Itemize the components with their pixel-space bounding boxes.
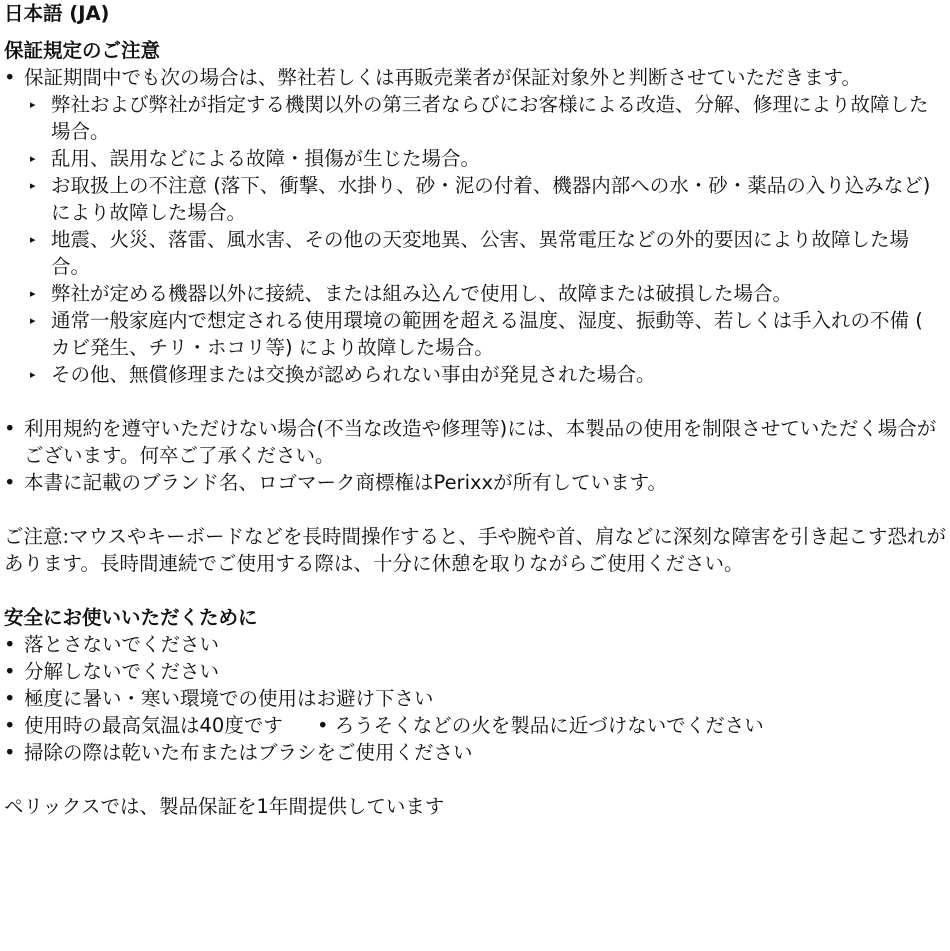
- warranty-intro-text: 保証期間中でも次の場合は、弊社若しくは再販売業者が保証対象外と判断させていただきます。: [24, 66, 861, 89]
- safety-heading: 安全にお使いいただくために: [4, 606, 258, 629]
- condition-item: [4, 91, 946, 145]
- bullet-icon: •: [4, 687, 16, 710]
- condition-text: 乱用、誤用などによる故障・損傷が生じた場合。: [51, 147, 481, 170]
- bullet-icon: •: [317, 714, 329, 737]
- warranty-period-footer: ペリックスでは、製品保証を1年間提供しています: [4, 795, 445, 818]
- safety-text: 分解しないでください: [24, 660, 220, 683]
- condition-item: [4, 145, 946, 172]
- bullet-icon: •: [4, 741, 16, 764]
- note-item: [4, 415, 946, 469]
- bullet-icon: •: [4, 66, 16, 89]
- triangle-bullet-icon: ▸: [30, 98, 36, 111]
- caution-paragraph: ご注意:マウスやキーボードなどを長時間操作すると、手や腕や首、肩などに深刻な障害を引き起こす恐れがあります。長時間連続でご使用する際は、十分に休憩を取りながらご使用ください。: [4, 525, 946, 575]
- triangle-bullet-icon: ▸: [30, 314, 36, 327]
- safety-text: 使用時の最高気温は40度です: [24, 714, 283, 737]
- triangle-bullet-icon: ▸: [30, 233, 36, 246]
- safety-item: [4, 712, 946, 739]
- condition-text: 弊社が定める機器以外に接続、または組み込んで使用し、故障または破損した場合。: [51, 282, 793, 305]
- note-item: [4, 469, 946, 496]
- bullet-icon: •: [4, 660, 16, 683]
- warranty-heading: 保証規定のご注意: [4, 39, 161, 62]
- warranty-conditions-list: [4, 91, 946, 388]
- condition-item: [4, 280, 946, 307]
- safety-inline-text: ろうそくなどの火を製品に近づけないでください: [334, 714, 764, 737]
- triangle-bullet-icon: ▸: [30, 152, 36, 165]
- triangle-bullet-icon: ▸: [30, 368, 36, 381]
- condition-text: お取扱上の不注意 (落下、衝撃、水掛り、砂・泥の付着、機器内部への水・砂・薬品の入り込みなど) により故障した場合。: [51, 174, 931, 224]
- safety-item: [4, 739, 946, 766]
- extra-notes-list: [4, 415, 946, 496]
- safety-text: 掃除の際は乾いた布またはブラシをご使用ください: [24, 741, 473, 764]
- warranty-list: [4, 64, 946, 91]
- condition-item: [4, 172, 946, 226]
- triangle-bullet-icon: ▸: [30, 287, 36, 300]
- condition-item: [4, 307, 946, 361]
- safety-item: [4, 631, 946, 658]
- language-label: 日本語 (JA): [4, 2, 110, 25]
- condition-text: 地震、火災、落雷、風水害、その他の天変地異、公害、異常電圧などの外的要因により故障した場合。: [51, 228, 910, 278]
- bullet-icon: •: [4, 633, 16, 656]
- note-text: 本書に記載のブランド名、ロゴマーク商標権はPerixxが所有しています。: [24, 471, 668, 494]
- bullet-icon: •: [4, 714, 16, 737]
- safety-list: [4, 631, 946, 766]
- note-text: 利用規約を遵守いただけない場合(不当な改造や修理等)には、本製品の使用を制限させていただく場合がございます。何卒ご了承ください。: [24, 417, 937, 467]
- condition-text: 弊社および弊社が指定する機関以外の第三者ならびにお客様による改造、分解、修理により故障した場合。: [51, 93, 929, 143]
- bullet-icon: •: [4, 417, 16, 440]
- condition-item: [4, 361, 946, 388]
- triangle-bullet-icon: ▸: [30, 179, 36, 192]
- safety-text: 落とさないでください: [24, 633, 220, 656]
- safety-item: [4, 685, 946, 712]
- condition-text: 通常一般家庭内で想定される使用環境の範囲を超える温度、湿度、振動等、若しくは手入れの不備 ( カビ発生、チリ・ホコリ等) により故障した場合。: [51, 309, 923, 359]
- safety-text: 極度に暑い・寒い環境での使用はお避け下さい: [24, 687, 434, 710]
- condition-item: [4, 226, 946, 280]
- warranty-intro-item: [4, 64, 946, 91]
- bullet-icon: •: [4, 471, 16, 494]
- condition-text: その他、無償修理または交換が認められない事由が発見された場合。: [51, 363, 656, 386]
- safety-item: [4, 658, 946, 685]
